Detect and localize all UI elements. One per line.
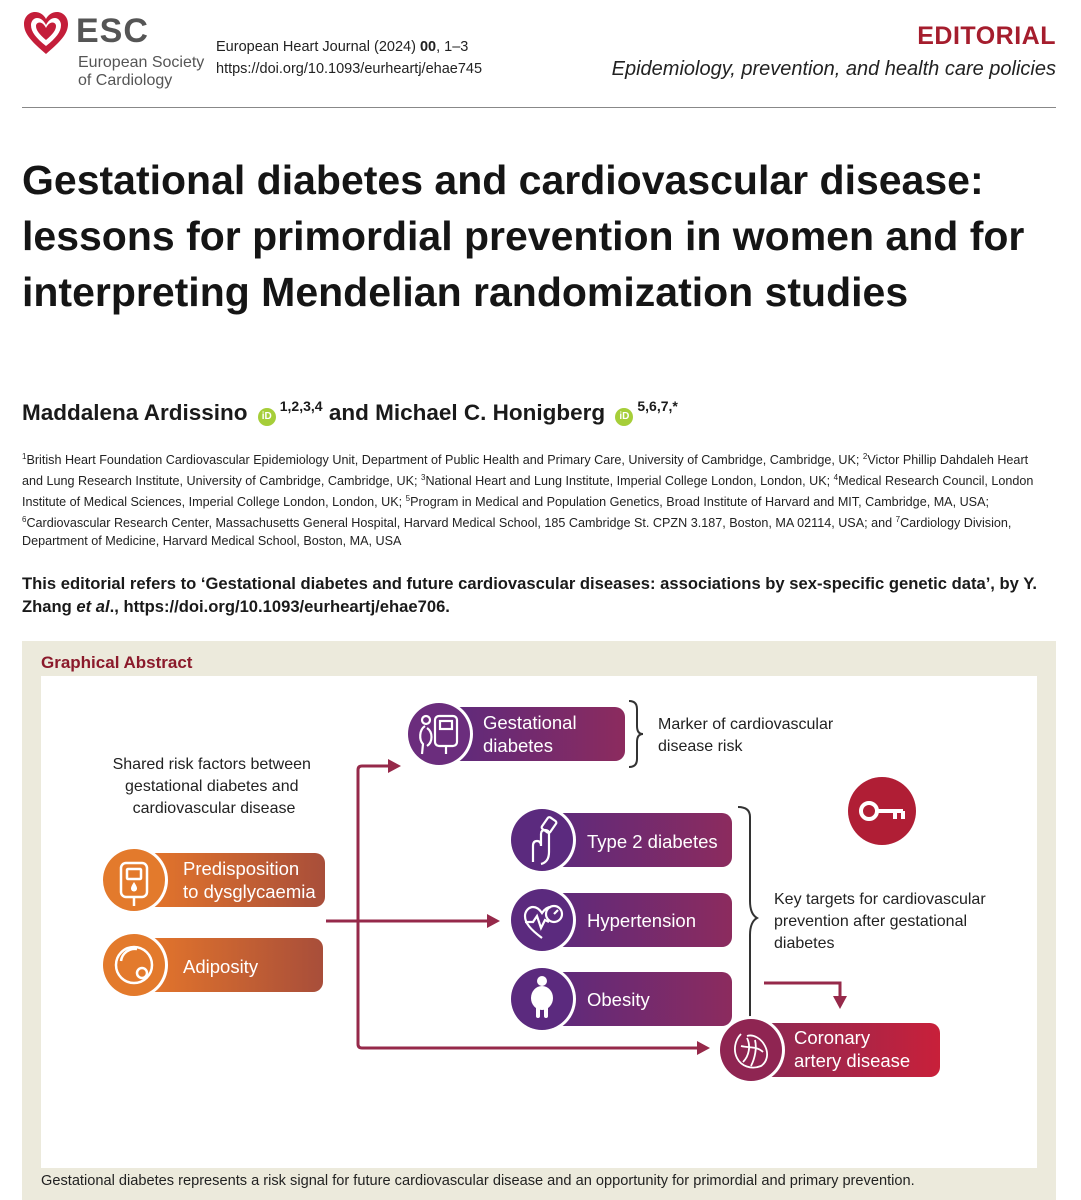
heart-logo-icon (22, 10, 70, 56)
marker-bracket (629, 701, 643, 767)
logo-society-name (78, 54, 228, 90)
predisposition-label: Predisposition to dysglycaemia (183, 858, 316, 902)
author-name[interactable]: Michael C. Honigberg (375, 400, 606, 425)
section-name: Epidemiology, prevention, and health care policies (611, 58, 1056, 80)
journal-volume: 00 (419, 39, 437, 55)
adiposity-label: Adiposity (183, 956, 259, 977)
author-line (22, 398, 678, 426)
article-title: Gestational diabetes and cardiovascular disease: lessons for primordial prevention in women and for interpreting Mendelian randomization studies (22, 157, 1025, 315)
refers-text: This editorial refers to ‘Gestational diabetes and future cardiovascular diseases: associations by sex-specific genetic data’, by Y. Zhang (22, 574, 1038, 616)
affiliation-number: 7 (895, 515, 901, 524)
article-type: EDITORIAL (917, 22, 1056, 50)
logo-line-1: European Society (78, 54, 205, 71)
affiliations (22, 448, 1050, 550)
gestational-diabetes-pill[interactable] (405, 700, 625, 768)
gestational-diabetes-label: Gestational diabetes (483, 712, 577, 756)
hypertension-pill[interactable] (508, 886, 732, 954)
arrow-to-gestational (358, 766, 388, 921)
hypertension-label: Hypertension (587, 910, 697, 931)
affiliation-text: Medical Research Council, London Institute of Medical Sciences, Imperial College London, London, UK; (22, 474, 1034, 509)
author-conjunction: and (322, 400, 376, 425)
graphical-abstract (22, 641, 1056, 1200)
graphical-abstract-panel (41, 676, 1037, 1168)
affiliation-text: Cardiology Division, Department of Medicine, Harvard Medical School, Boston, MA, USA (22, 516, 1012, 548)
coronary-artery-disease-pill[interactable] (717, 1016, 940, 1084)
obesity-pill[interactable] (508, 965, 732, 1033)
doi-link[interactable]: https://doi.org/10.1093/eurheartj/ehae745 (216, 61, 483, 77)
header-divider (22, 107, 1056, 108)
graphical-abstract-diagram (41, 676, 1037, 1168)
refers-doi[interactable]: ., https://doi.org/10.1093/eurheartj/ehae706. (109, 597, 450, 616)
coronary-artery-disease-label: Coronary artery disease (794, 1027, 911, 1071)
refers-to-note (22, 572, 1056, 618)
predisposition-pill[interactable] (100, 846, 325, 914)
esc-logo[interactable] (22, 8, 222, 98)
refers-etal: et al (76, 597, 110, 616)
journal-line (216, 36, 482, 58)
adiposity-pill[interactable] (100, 931, 323, 999)
journal-header (22, 8, 1056, 106)
author-affiliation-numbers: 5,6,7, (637, 398, 673, 414)
targets-bracket (738, 807, 757, 1029)
arrow-targets-to-coronary (764, 983, 840, 996)
author-name[interactable]: Maddalena Ardissino (22, 400, 248, 425)
orcid-icon[interactable]: iD (258, 408, 276, 426)
logo-abbr: ESC (76, 12, 149, 50)
marker-label: Marker of cardiovascular disease risk (658, 716, 834, 755)
affiliation-text: Cardiovascular Research Center, Massachusetts General Hospital, Harvard Medical School, 185 Cambridge St. CPZN 3.187, Boston, MA 02114, USA; and (26, 516, 896, 530)
affiliation-number: 4 (833, 473, 839, 482)
affiliation-number: 6 (22, 515, 27, 524)
affiliation-text: Victor Phillip Dahdaleh Heart and Lung Research Institute, University of Cambridge, Cambridge, UK; (22, 453, 1029, 488)
author-affiliations: 1,2,3,4 (279, 398, 323, 414)
key-targets-label: Key targets for cardiovascular prevention after gestational diabetes (774, 891, 986, 952)
key-icon (848, 777, 916, 845)
journal-citation (216, 36, 482, 80)
affiliation-number: 2 (862, 452, 868, 461)
corresponding-author-mark: * (672, 398, 678, 414)
journal-name: European Heart Journal (2024) (216, 39, 420, 55)
orcid-icon[interactable]: iD (615, 408, 633, 426)
journal-pages: , 1–3 (436, 39, 469, 55)
graphical-abstract-heading: Graphical Abstract (41, 653, 193, 672)
type-2-diabetes-pill[interactable] (508, 806, 732, 874)
affiliation-number: 3 (421, 473, 426, 482)
author-affiliations (637, 398, 677, 414)
logo-line-2: of Cardiology (78, 72, 173, 89)
shared-risk-label: Shared risk factors between gestational diabetes and cardiovascular disease (112, 756, 311, 817)
affiliation-text: Program in Medical and Population Genetics, Broad Institute of Harvard and MIT, Cambridge, MA, USA; (410, 495, 989, 509)
affiliation-text: British Heart Foundation Cardiovascular Epidemiology Unit, Department of Public Health and Primary Care, University of Cambridge, Cambridge, UK; (26, 453, 863, 467)
type-2-diabetes-label: Type 2 diabetes (587, 831, 718, 852)
graphical-abstract-caption: Gestational diabetes represents a risk signal for future cardiovascular disease and an opportunity for primordial and primary prevention. (41, 1173, 915, 1189)
affiliation-text: National Heart and Lung Institute, Imperial College London, London, UK; (425, 474, 834, 488)
obesity-label: Obesity (587, 989, 650, 1010)
affiliation-number: 1 (22, 452, 27, 461)
affiliation-number: 5 (405, 494, 411, 503)
